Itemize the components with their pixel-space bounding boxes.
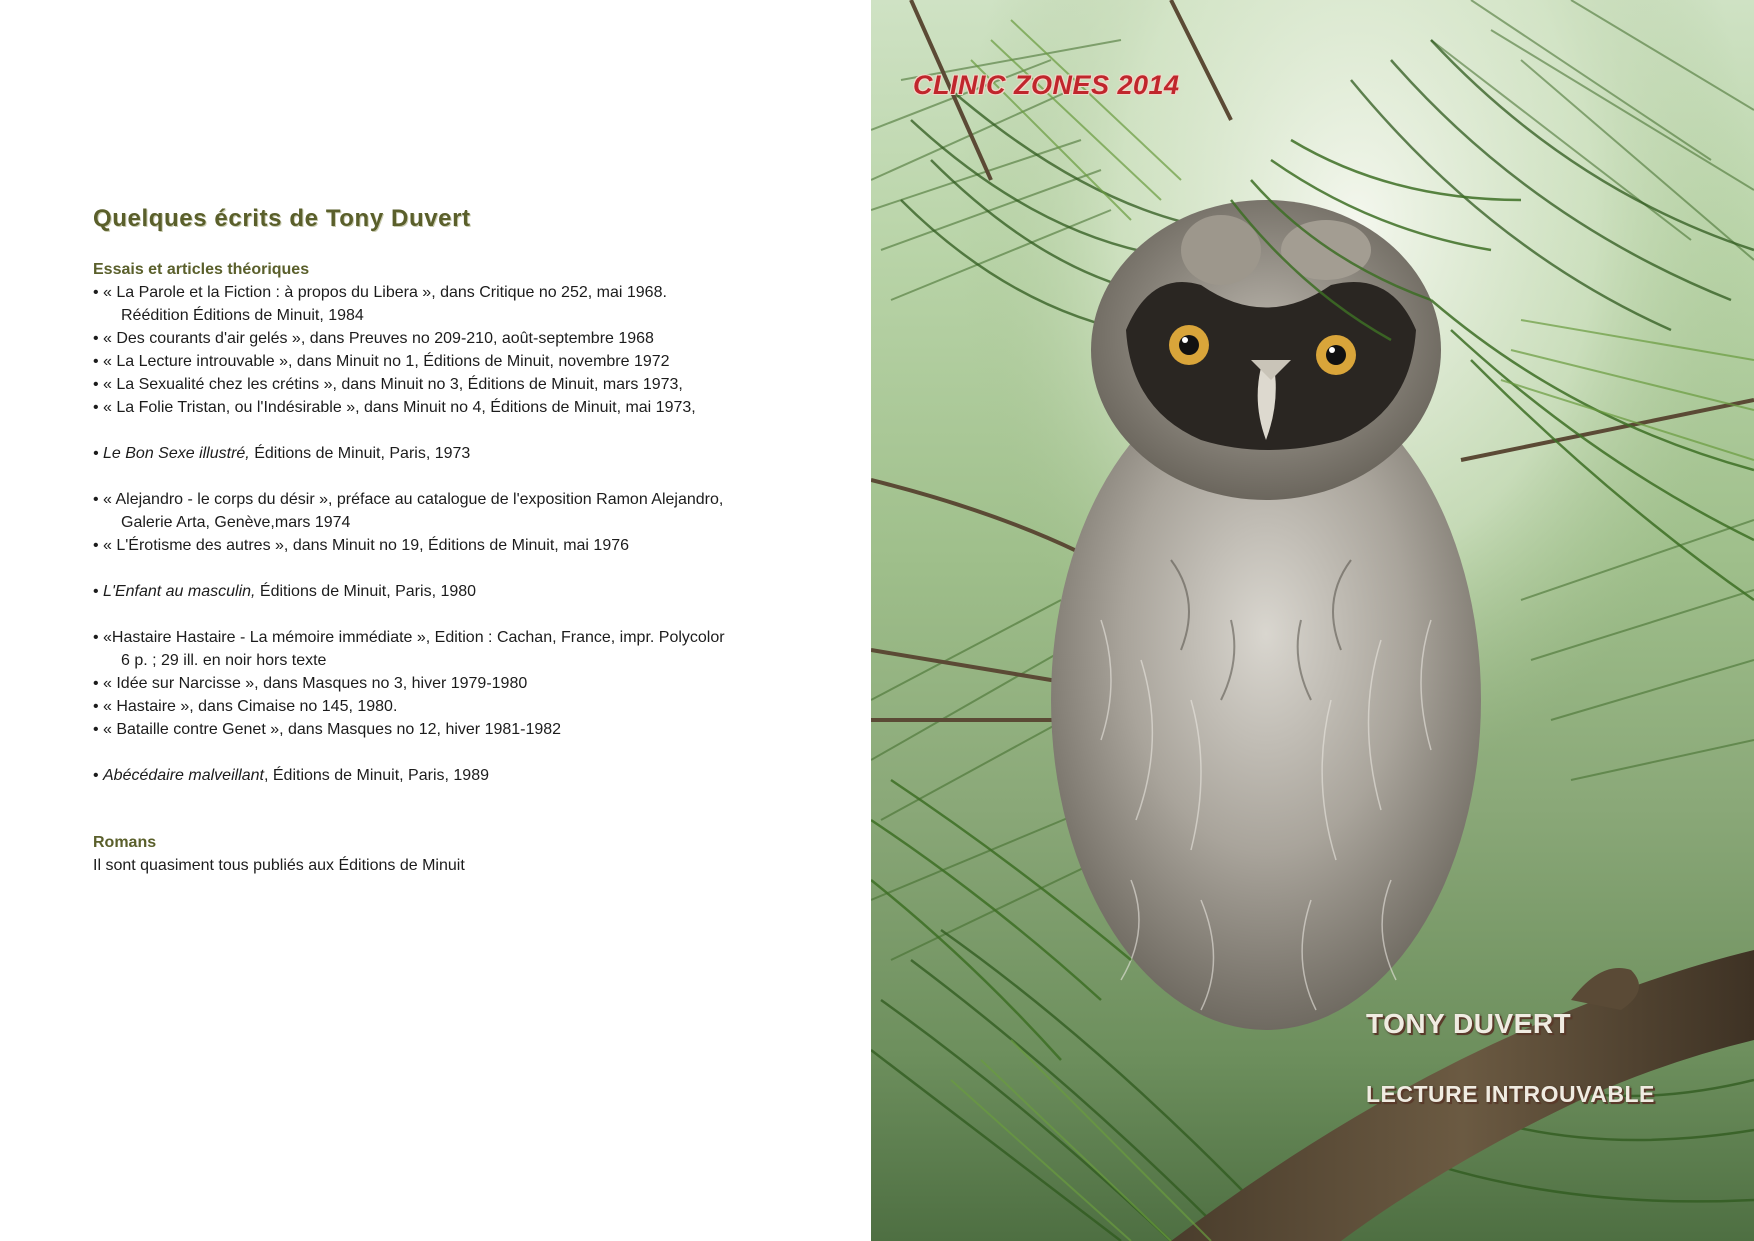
bullet-icon: •	[93, 629, 99, 646]
list-item: • « Des courants d'air gelés », dans Preuves no 209-210, août-septembre 1968	[93, 327, 853, 350]
bullet-icon: •	[93, 491, 99, 508]
list-item: • «Hastaire Hastaire - La mémoire immédiate », Edition : Cachan, France, impr. Polycolor 6 p. ; 29 ill. en noir hors texte	[93, 626, 853, 672]
novels-section	[93, 831, 853, 877]
bullet-icon: •	[93, 721, 99, 738]
bullet-icon: •	[93, 698, 99, 715]
list-item: • L'Enfant au masculin, Éditions de Minuit, Paris, 1980	[93, 580, 853, 603]
bullet-icon: •	[93, 675, 99, 692]
back-cover	[0, 0, 870, 1241]
bullet-icon: •	[93, 353, 99, 370]
book-title: Le Bon Sexe illustré,	[103, 445, 250, 462]
bullet-icon: •	[93, 445, 99, 462]
bullet-icon: •	[93, 330, 99, 347]
bullet-icon: •	[93, 537, 99, 554]
page-title: Quelques écrits de Tony Duvert	[93, 205, 471, 232]
bullet-icon: •	[93, 376, 99, 393]
book-title: Abécédaire malveillant	[103, 767, 264, 784]
list-item: • « La Sexualité chez les crétins », dans Minuit no 3, Éditions de Minuit, mars 1973,	[93, 373, 853, 396]
cover-author: TONY DUVERT	[1366, 1008, 1572, 1039]
front-cover	[871, 0, 1754, 1241]
series-title: CLINIC ZONES 2014	[913, 70, 1180, 100]
owl-chick-photo	[871, 0, 1754, 1241]
list-item: • « La Folie Tristan, ou l'Indésirable », dans Minuit no 4, Éditions de Minuit, mai 1973,	[93, 396, 853, 419]
list-item: • « Bataille contre Genet », dans Masques no 12, hiver 1981-1982	[93, 718, 853, 741]
bullet-icon: •	[93, 399, 99, 416]
bullet-icon: •	[93, 284, 99, 301]
list-item: • « Hastaire », dans Cimaise no 145, 1980.	[93, 695, 853, 718]
novels-heading: Romans	[93, 834, 157, 851]
cover-title: LECTURE INTROUVABLE	[1366, 1081, 1655, 1107]
bullet-icon: •	[93, 767, 99, 784]
novels-text: Il sont quasiment tous publiés aux Éditions de Minuit	[93, 857, 465, 874]
bullet-icon: •	[93, 583, 99, 600]
list-item: • « La Lecture introuvable », dans Minuit no 1, Éditions de Minuit, novembre 1972	[93, 350, 853, 373]
essays-heading: Essais et articles théoriques	[93, 261, 310, 278]
list-item: • « La Parole et la Fiction : à propos du Libera », dans Critique no 252, mai 1968. Réédition Éditions de Minuit, 1984	[93, 281, 853, 327]
essays-section	[93, 258, 853, 787]
list-item: • « L'Érotisme des autres », dans Minuit no 19, Éditions de Minuit, mai 1976	[93, 534, 853, 557]
list-item: • Le Bon Sexe illustré, Éditions de Minuit, Paris, 1973	[93, 442, 853, 465]
list-item: • « Alejandro - le corps du désir », préface au catalogue de l'exposition Ramon Alejandro, Galerie Arta, Genève,mars 1974	[93, 488, 853, 534]
list-item: • « Idée sur Narcisse », dans Masques no 3, hiver 1979-1980	[93, 672, 853, 695]
list-item: • Abécédaire malveillant, Éditions de Minuit, Paris, 1989	[93, 764, 853, 787]
book-title: L'Enfant au masculin,	[103, 583, 256, 600]
